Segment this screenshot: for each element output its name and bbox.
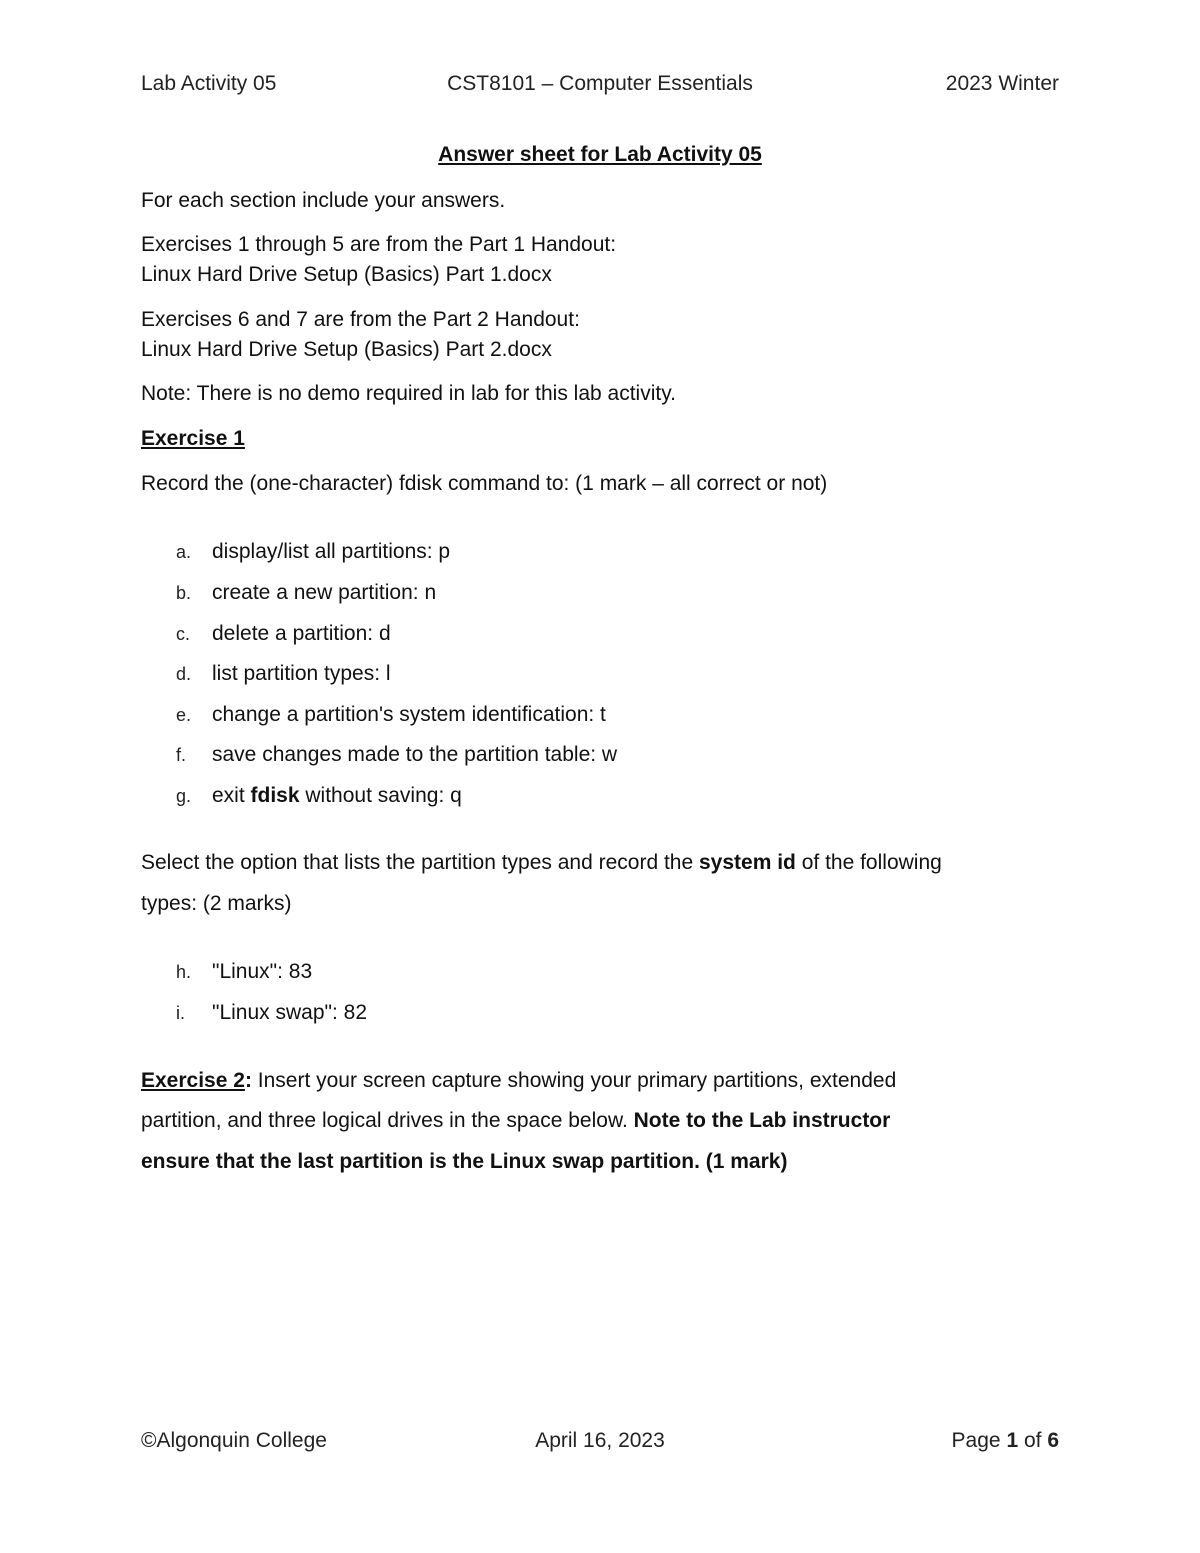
select-instruction [141,851,942,875]
list-marker: f. [176,745,187,765]
exercise2-note: Note to the Lab instructor [633,1109,891,1132]
fdisk-keyword: fdisk [250,784,300,807]
exercise2-line1 [141,1069,896,1093]
intro-note: Note: There is no demo required in lab for this lab activity. [141,382,676,405]
list-item: change a partition's system identification: t [212,703,606,726]
list-item: save changes made to the partition table: w [212,743,618,766]
exercise2-colon: : [244,1069,252,1092]
exercise2-heading: Exercise 2 [141,1069,245,1092]
exercise2-line2-pre: partition, and three logical drives in the space below. [141,1109,634,1132]
list-item: create a new partition: n [212,581,437,604]
header-center: CST8101 – Computer Essentials [447,72,753,95]
list-item: display/list all partitions: p [212,540,451,563]
exercise2-line2 [141,1109,890,1133]
header-left: Lab Activity 05 [141,72,277,95]
list-item: "Linux": 83 [212,960,313,983]
intro-part1-line1: Exercises 1 through 5 are from the Part 1 Handout: [141,233,617,256]
page-number [952,1429,1059,1453]
exercise2-line3: ensure that the last partition is the Linux swap partition. (1 mark) [141,1150,788,1173]
list-marker: b. [176,583,192,603]
intro-part2-line1: Exercises 6 and 7 are from the Part 2 Handout: [141,308,580,331]
intro-line: For each section include your answers. [141,189,506,212]
list-marker: g. [176,786,192,806]
list-item: list partition types: l [212,662,391,685]
list-item-post: without saving: q [299,784,462,807]
footer-left: ©Algonquin College [141,1429,327,1452]
page-prefix: Page [951,1429,1007,1452]
list-marker: c. [176,624,191,644]
list-marker: d. [176,664,192,684]
list-marker: e. [176,705,192,725]
exercise1-heading: Exercise 1 [141,427,245,450]
list-item-pre: exit [212,784,251,807]
list-marker: a. [176,542,192,562]
select-instruction-line2: types: (2 marks) [141,892,292,915]
page-total: 6 [1047,1429,1059,1452]
list-item: "Linux swap": 82 [212,1001,367,1024]
list-marker: i. [176,1003,185,1023]
list-item [212,784,462,808]
footer-date: April 16, 2023 [535,1429,665,1452]
header-right: 2023 Winter [945,72,1059,95]
exercise1-instruction: Record the (one-character) fdisk command to: (1 mark – all correct or not) [141,472,828,495]
exercise2-text: Insert your screen capture showing your primary partitions, extended [251,1069,897,1092]
page-current: 1 [1006,1429,1019,1452]
system-id-keyword: system id [699,851,796,874]
list-item: delete a partition: d [212,622,391,645]
intro-part1-line2: Linux Hard Drive Setup (Basics) Part 1.docx [141,263,552,286]
intro-part2-line2: Linux Hard Drive Setup (Basics) Part 2.docx [141,338,552,361]
page-title: Answer sheet for Lab Activity 05 [438,143,762,166]
select-pre: Select the option that lists the partition types and record the [141,851,699,874]
page-of: of [1018,1429,1048,1452]
list-marker: h. [176,962,192,982]
select-post: of the following [795,851,942,874]
